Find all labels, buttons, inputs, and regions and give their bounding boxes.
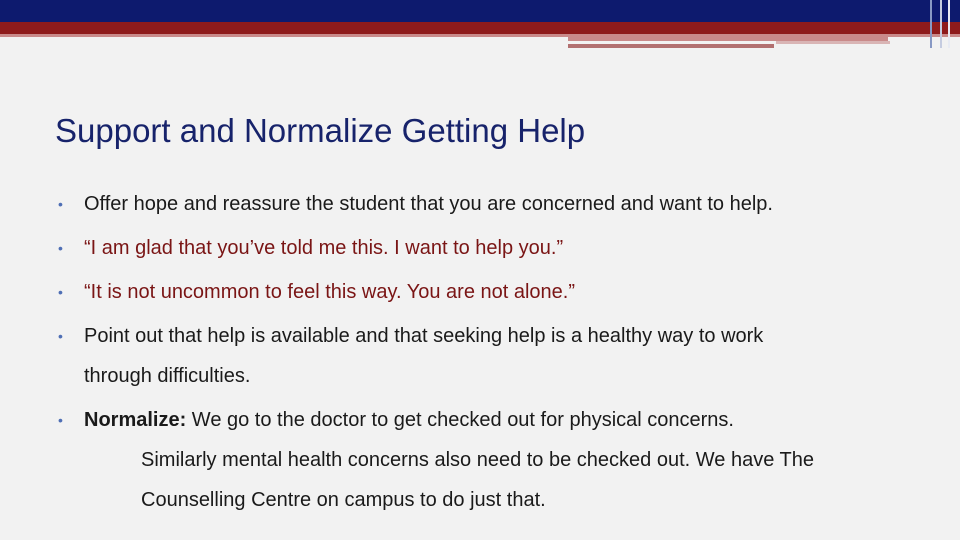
bullet-text: “It is not uncommon to feel this way. You are not alone.” bbox=[84, 281, 576, 303]
header-divider-line bbox=[948, 0, 950, 48]
bullet-text: We go to the doctor to get checked out for physical concerns. bbox=[186, 409, 734, 431]
bullet-dot-icon: • bbox=[58, 240, 63, 256]
bullet-item bbox=[58, 184, 938, 224]
bullet-continuation bbox=[58, 440, 938, 520]
bullet-text-continued: Similarly mental health concerns also need to be checked out. We have The bbox=[141, 449, 814, 471]
bullet-text-continued: through difficulties. bbox=[84, 365, 251, 387]
bullet-dot-icon: • bbox=[58, 328, 63, 344]
bullet-dot-icon: • bbox=[58, 412, 63, 428]
bullet-text: Point out that help is available and that seeking help is a healthy way to work bbox=[84, 325, 764, 347]
bullet-item bbox=[58, 400, 938, 440]
bullet-bold-lead: Normalize: bbox=[84, 409, 187, 431]
bullet-item-quote bbox=[58, 228, 938, 268]
bullet-item-quote bbox=[58, 272, 938, 312]
header-band-red bbox=[0, 22, 960, 34]
bullet-text-continued: Counselling Centre on campus to do just that. bbox=[141, 489, 546, 511]
bullet-dot-icon: • bbox=[58, 196, 63, 212]
header-accent-bar-light bbox=[776, 41, 890, 44]
bullet-list bbox=[58, 184, 938, 520]
header-divider-line bbox=[940, 0, 942, 48]
bullet-dot-icon: • bbox=[58, 284, 63, 300]
header-band-blue bbox=[0, 0, 960, 22]
slide-title: Support and Normalize Getting Help bbox=[55, 112, 586, 149]
header-accent-bar-dark bbox=[568, 44, 774, 48]
bullet-item bbox=[58, 316, 938, 396]
header-divider-line bbox=[930, 0, 932, 48]
bullet-text: “I am glad that you’ve told me this. I want to help you.” bbox=[84, 237, 564, 259]
bullet-text: Offer hope and reassure the student that you are concerned and want to help. bbox=[84, 193, 773, 215]
